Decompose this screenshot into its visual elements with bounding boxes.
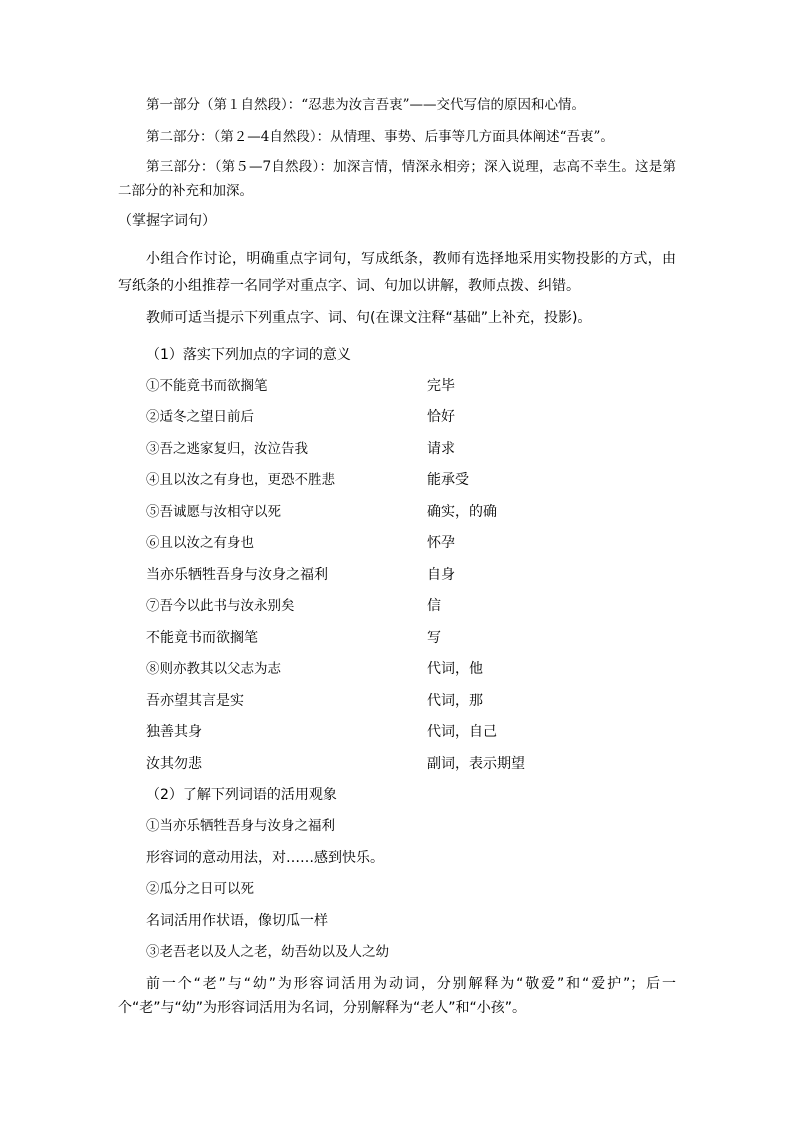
vocab-meaning: 能承受 <box>427 472 469 488</box>
subsection-1-heading: （1）落实下列加点的字词的意义 <box>146 347 351 363</box>
vocab-phrase: ③吾之逃家复归，汝泣告我 <box>146 441 308 457</box>
vocab-phrase: ⑥且以汝之有身也 <box>146 535 254 551</box>
vocab-meaning: 信 <box>427 598 441 614</box>
structure-part-1: 第一部分（第１自然段）：“忍悲为汝言吾衷”——交代写信的原因和心情。 <box>146 97 586 113</box>
vocab-phrase: ①不能竟书而欲搁笔 <box>146 378 268 394</box>
usage-note-2: 名词活用作状语，像切瓜一样 <box>146 913 328 929</box>
paragraph-teacher-hint: 教师可适当提示下列重点字、词、句(在课文注释“基础”上补充，投影)。 <box>146 310 592 326</box>
subsection-2-heading: （2）了解下列词语的活用观象 <box>146 787 337 803</box>
vocab-phrase: ④且以汝之有身也，更恐不胜悲 <box>146 472 335 488</box>
vocab-meaning: 自身 <box>427 567 455 583</box>
vocab-meaning: 代词，自己 <box>427 724 497 740</box>
vocab-phrase: ⑦吾今以此书与汝永别矣 <box>146 598 295 614</box>
usage-example-1: ①当亦乐牺牲吾身与汝身之福利 <box>146 818 335 834</box>
structure-part-2: 第二部分：（第２—4自然段）：从情理、事势、后事等几方面具体阐述“吾衷”。 <box>146 129 614 145</box>
vocab-meaning: 恰好 <box>427 409 455 425</box>
vocab-phrase: 当亦乐牺牲吾身与汝身之福利 <box>146 567 328 583</box>
vocab-meaning: 代词，他 <box>427 661 483 677</box>
vocab-meaning: 代词，那 <box>427 693 483 709</box>
vocab-meaning: 怀孕 <box>427 535 455 551</box>
vocab-phrase: ⑧则亦教其以父志为志 <box>146 661 281 677</box>
structure-part-3: 第三部分：（第５—7自然段）：加深言情，情深永相旁；深入说理，志高不幸生。这是第二部分的补充和加深。 <box>118 159 676 199</box>
section-heading: （掌握字词句） <box>118 213 216 229</box>
usage-note-3: 前一个“老”与“幼”为形容词活用为动词，分别解释为“敬爱”和“爱护”；后一个“老”与“幼”为形容词活用为名词，分别解释为“老人”和“小孩”。 <box>118 976 676 1016</box>
vocab-meaning: 请求 <box>427 441 455 457</box>
usage-example-3: ③老吾老以及人之老，幼吾幼以及人之幼 <box>146 944 389 960</box>
vocab-meaning: 写 <box>427 630 441 646</box>
vocab-phrase: 独善其身 <box>146 724 202 740</box>
paragraph-group-work: 小组合作讨论，明确重点字词句，写成纸条，教师有选择地采用实物投影的方式，由写纸条的小组推荐一名同学对重点字、词、句加以讲解，教师点拨、纠错。 <box>118 251 676 294</box>
vocab-meaning: 确实，的确 <box>427 504 497 520</box>
vocab-phrase: ②适冬之望日前后 <box>146 409 254 425</box>
usage-example-2: ②瓜分之日可以死 <box>146 881 254 897</box>
vocab-meaning: 副词，表示期望 <box>427 756 525 772</box>
vocab-phrase: 汝其勿悲 <box>146 756 202 772</box>
vocab-phrase: 不能竟书而欲搁笔 <box>146 630 258 646</box>
usage-note-1: 形容词的意动用法，对……感到快乐。 <box>146 850 384 866</box>
vocab-phrase: 吾亦望其言是实 <box>146 693 244 709</box>
vocab-phrase: ⑤吾诚愿与汝相守以死 <box>146 504 281 520</box>
vocab-meaning: 完毕 <box>427 378 455 394</box>
